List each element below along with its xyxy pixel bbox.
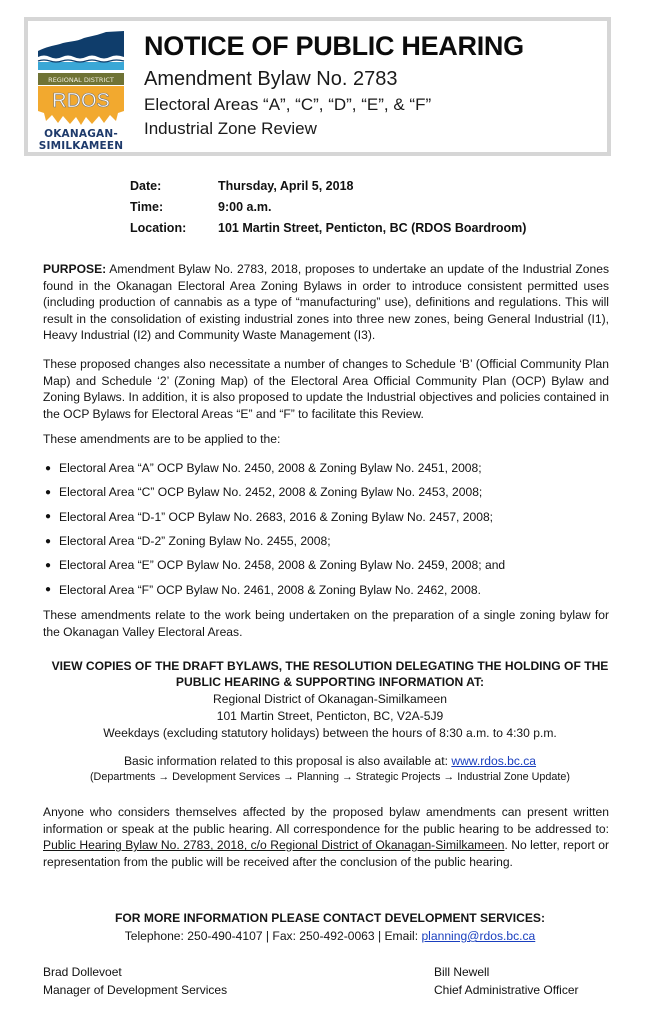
hearing-details xyxy=(130,175,526,238)
view-copies-heading-2: PUBLIC HEARING & SUPPORTING INFORMATION AT: xyxy=(175,675,485,689)
office-hours: Weekdays (excluding statutory holidays) between the hours of 8:30 a.m. to 4:30 p.m. xyxy=(103,726,557,740)
list-item: ● Electoral Area “C” OCP Bylaw No. 2452, 2008 & Zoning Bylaw No. 2453, 2008; xyxy=(45,485,483,500)
detail-row-date xyxy=(130,175,526,196)
office-address: 101 Martin Street, Penticton, BC, V2A-5J9 xyxy=(216,709,444,723)
detail-label: Location: xyxy=(130,220,187,235)
purpose-label: PURPOSE: xyxy=(43,262,107,276)
bullet-icon: ● xyxy=(45,535,52,547)
signatory-name: Brad Dollevoet xyxy=(43,965,122,979)
list-item: ● Electoral Area “F” OCP Bylaw No. 2461, 2008 & Zoning Bylaw No. 2462, 2008. xyxy=(45,582,481,597)
purpose-paragraph xyxy=(43,261,609,344)
rdos-logo xyxy=(36,29,126,153)
bullet-icon: ● xyxy=(45,511,52,523)
website-navigation-path: (Departments → Development Services → Planning → Strategic Projects → Industrial Zone Update) xyxy=(89,771,571,783)
contact-heading: FOR MORE INFORMATION PLEASE CONTACT DEVELOPMENT SERVICES: xyxy=(114,911,546,925)
notice-header xyxy=(24,17,611,156)
bullet-icon: ● xyxy=(45,462,52,474)
detail-label: Time: xyxy=(130,199,164,214)
website-link[interactable]: www.rdos.bc.ca xyxy=(451,754,537,768)
svg-text:RDOS: RDOS xyxy=(52,90,110,112)
signatory-title: Manager of Development Services xyxy=(43,983,228,997)
electoral-areas: Electoral Areas “A”, “C”, “D”, “E”, & “F” xyxy=(144,95,432,114)
office-name: Regional District of Okanagan-Similkameen xyxy=(213,692,447,706)
list-item: ● Electoral Area “D-1” OCP Bylaw No. 2683, 2016 & Zoning Bylaw No. 2457, 2008; xyxy=(45,509,494,524)
page-title: NOTICE OF PUBLIC HEARING xyxy=(144,31,524,61)
bullet-icon: ● xyxy=(45,584,52,596)
detail-row-time xyxy=(130,196,526,217)
submission-address: Public Hearing Bylaw No. 2783, 2018, c/o Regional District of Okanagan-Similkameen xyxy=(43,838,505,853)
list-item: ● Electoral Area “D-2” Zoning Bylaw No. 2455, 2008; xyxy=(45,534,331,549)
rdos-logo-graphic xyxy=(36,29,126,125)
bylaw-subtitle: Amendment Bylaw No. 2783 xyxy=(144,68,398,90)
submission-paragraph: Anyone who considers themselves affected by the proposed bylaw amendments can present written information or speak at the public hearing. All correspondence for the public hearing to be addressed to: Public Hearing Bylaw No. 2783, 2018, c/o Regional District of Okanagan-Similkameen. No letter, report or representation from the public will be received after the conclusion of the public hearing. xyxy=(43,805,610,869)
bylaw-list xyxy=(43,456,609,602)
list-item: ● Electoral Area “A” OCP Bylaw No. 2450, 2008 & Zoning Bylaw No. 2451, 2008; xyxy=(45,461,482,476)
detail-value: 101 Martin Street, Penticton, BC (RDOS Boardroom) xyxy=(218,220,527,235)
applied-intro: These amendments are to be applied to the: xyxy=(43,432,281,446)
view-copies-heading-1: VIEW COPIES OF THE DRAFT BYLAWS, THE RESOLUTION DELEGATING THE HOLDING OF THE xyxy=(51,659,609,673)
logo-name-line2: SIMILKAMEEN xyxy=(38,140,124,152)
detail-value: Thursday, April 5, 2018 xyxy=(218,178,354,193)
logo-name-line1: OKANAGAN- xyxy=(44,128,118,140)
signatory-title: Chief Administrative Officer xyxy=(434,983,579,997)
detail-row-location xyxy=(130,217,526,238)
contact-line: Telephone: 250-490-4107 | Fax: 250-492-0063 | Email: planning@rdos.bc.ca xyxy=(124,929,536,943)
signature-cao xyxy=(434,963,579,999)
title-block xyxy=(144,29,524,141)
signature-manager xyxy=(43,963,227,999)
changes-paragraph: These proposed changes also necessitate a number of changes to Schedule ‘B’ (Official Community Plan Map) and Schedule ‘2’ (Zoning Map) of the Electoral Area Official Community Plan (OCP) Bylaw and Zoning Bylaws. In addition, it is also proposed to update the Industrial objectives and policies contained in the OCP Bylaws for Electoral Areas “E” and “F” to facilitate this Review. xyxy=(43,357,609,421)
list-item: ● Electoral Area “E” OCP Bylaw No. 2458, 2008 & Zoning Bylaw No. 2459, 2008; and xyxy=(45,558,506,573)
signatory-name: Bill Newell xyxy=(434,965,490,979)
detail-value: 9:00 a.m. xyxy=(218,199,272,214)
purpose-text: Amendment Bylaw No. 2783, 2018, proposes to undertake an update of the Industrial Zones found in the Okanagan Electoral Area Zoning Bylaws in order to introduce consistent permitted uses (including production of cannabis as a type of “manufacturing” use), definitions and regulations. This will result in the consolidation of existing industrial zones into three new zones, being General Industrial (I1), Heavy Industrial (I2) and Community Waste Management (I3). xyxy=(43,262,609,343)
email-link[interactable]: planning@rdos.bc.ca xyxy=(421,929,536,943)
review-title: Industrial Zone Review xyxy=(144,119,317,138)
bullet-icon: ● xyxy=(45,559,52,571)
bullet-icon: ● xyxy=(45,486,52,498)
svg-text:REGIONAL DISTRICT: REGIONAL DISTRICT xyxy=(48,76,114,84)
basic-info-line xyxy=(35,753,625,769)
basic-info-text: Basic information related to this proposal is also available at: xyxy=(123,754,452,768)
detail-label: Date: xyxy=(130,178,162,193)
relate-paragraph: These amendments relate to the work being undertaken on the preparation of a single zoning bylaw for the Okanagan Valley Electoral Areas. xyxy=(43,608,609,639)
